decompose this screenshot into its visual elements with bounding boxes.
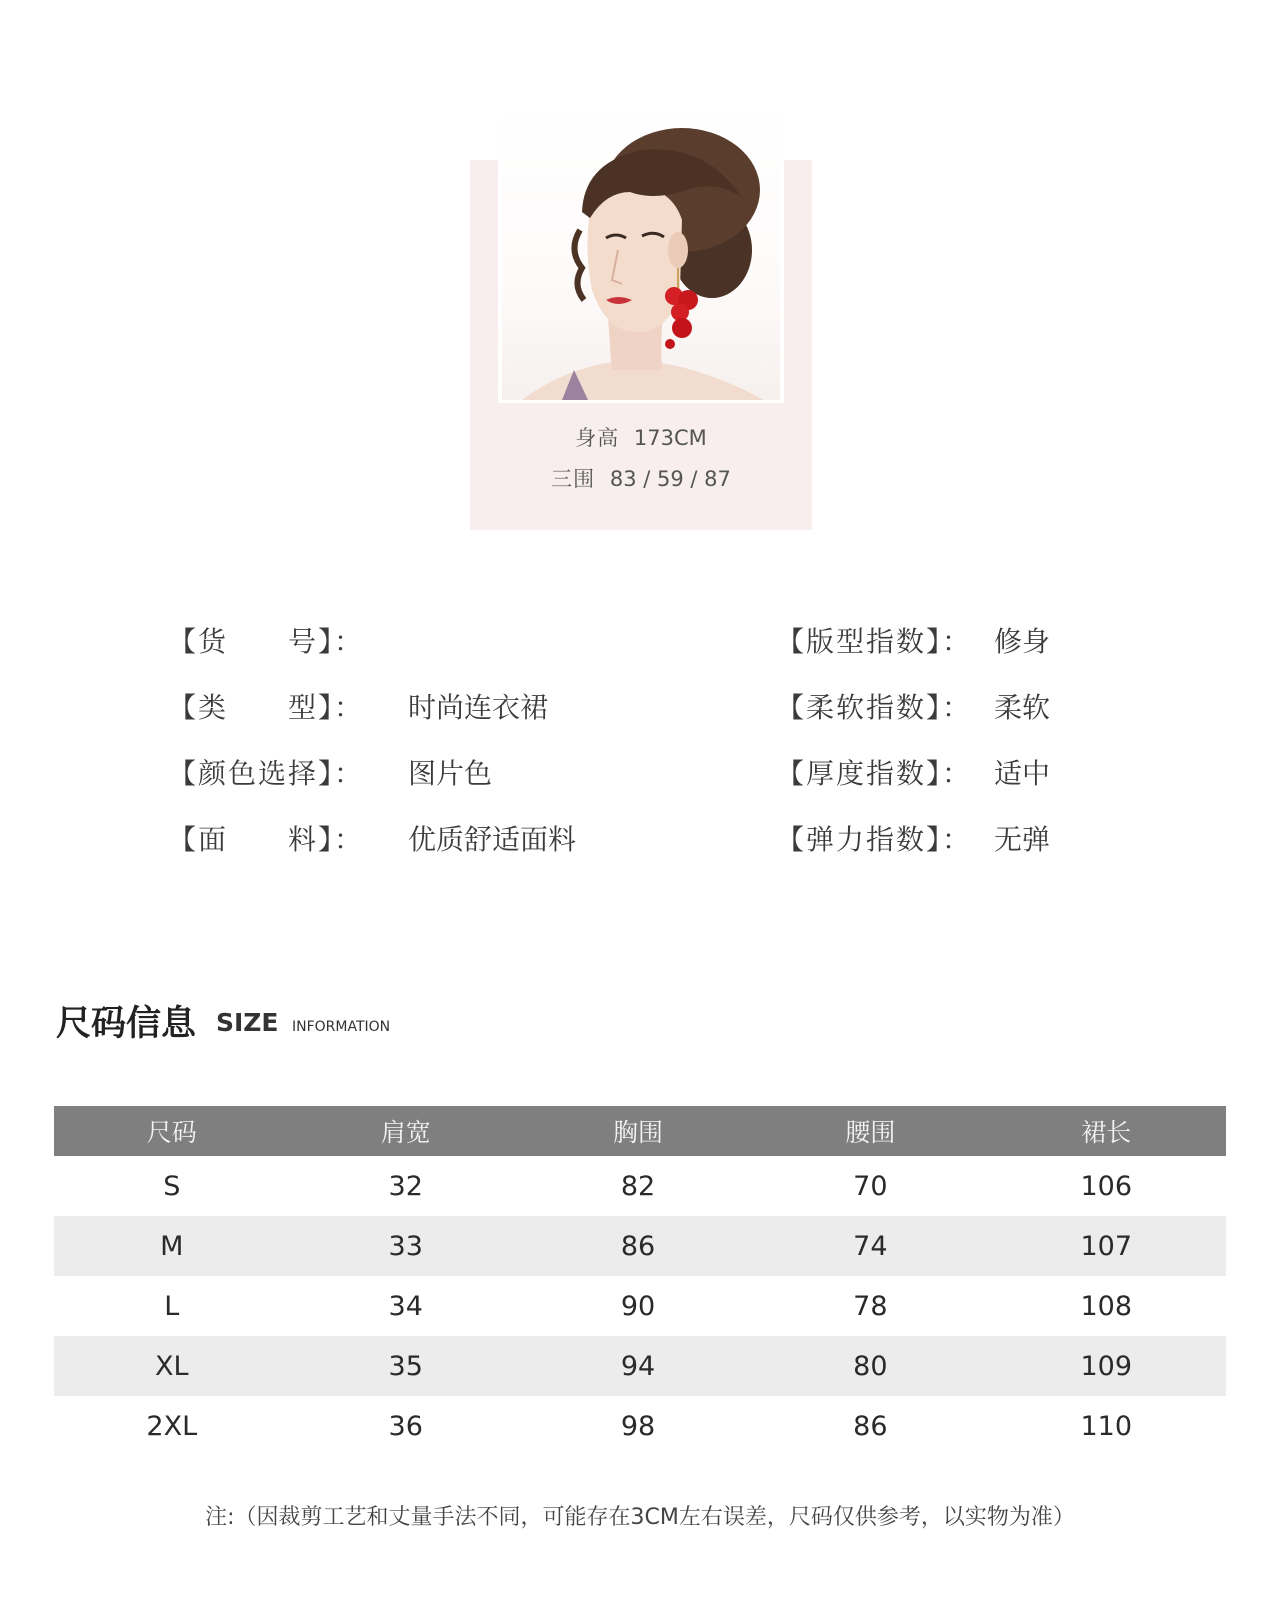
size-table (54, 1106, 1226, 1456)
header-bust: 胸围 (522, 1106, 754, 1156)
spec-key: 【货 号】： (168, 625, 365, 658)
table-cell: 80 (754, 1336, 986, 1396)
table-cell: 78 (853, 1290, 888, 1322)
table-cell: 33 (290, 1216, 522, 1276)
spec-key: 【弹力指数】： (776, 823, 973, 856)
table-cell: 107 (987, 1216, 1226, 1276)
table-cell: 94 (522, 1336, 754, 1396)
table-cell: 34 (388, 1290, 423, 1322)
table-cell: 106 (1080, 1170, 1133, 1202)
table-row (54, 1276, 1226, 1336)
table-cell: 82 (620, 1170, 656, 1202)
spec-value: 修身 (994, 625, 1051, 658)
height-label: 身高 (575, 426, 620, 450)
header-size: 尺码 (54, 1106, 290, 1156)
table-cell: 86 (853, 1410, 888, 1442)
spec-value: 无弹 (994, 823, 1051, 856)
table-cell: 2XL (146, 1410, 198, 1442)
model-photo-frame (498, 100, 784, 403)
spec-key: 【颜色选择】： (168, 757, 365, 790)
table-cell: 32 (388, 1170, 423, 1202)
spec-value: 柔软 (994, 691, 1051, 724)
table-row (54, 1336, 1226, 1396)
model-card (470, 160, 812, 530)
table-cell: 110 (1080, 1410, 1133, 1442)
table-cell: 35 (290, 1336, 522, 1396)
spec-value: 优质舒适面料 (408, 823, 577, 856)
table-cell: XL (54, 1336, 290, 1396)
table-header-row (54, 1106, 1226, 1156)
table-cell: S (163, 1170, 181, 1202)
model-photo (502, 100, 780, 400)
header-waist: 腰围 (754, 1106, 986, 1156)
table-row (54, 1396, 1226, 1456)
spec-key: 【厚度指数】： (776, 757, 973, 790)
size-note: 注:（因裁剪工艺和丈量手法不同，可能存在3CM左右误差，尺码仅供参考，以实物为准） (205, 1505, 1075, 1530)
spec-key: 【柔软指数】： (776, 691, 973, 724)
table-cell: L (164, 1290, 180, 1322)
size-title-en-small: INFORMATION (292, 1019, 391, 1035)
header-shoulder: 肩宽 (290, 1106, 522, 1156)
table-cell: 98 (620, 1410, 656, 1442)
measure-label: 三围 (551, 467, 596, 491)
table-cell: 108 (1080, 1290, 1133, 1322)
model-height (470, 418, 812, 459)
table-row (54, 1216, 1226, 1276)
spec-key: 【面 料】： (168, 823, 365, 856)
table-cell: 74 (754, 1216, 986, 1276)
height-value: 173CM (633, 426, 707, 450)
spec-key: 【类 型】： (168, 691, 365, 724)
model-stats (470, 418, 812, 500)
size-title-cn: 尺码信息 (56, 1004, 197, 1044)
table-cell: 90 (620, 1290, 656, 1322)
spec-value: 图片色 (408, 757, 493, 790)
table-cell: 36 (388, 1410, 423, 1442)
table-cell: 70 (853, 1170, 888, 1202)
spec-value: 适中 (994, 757, 1051, 790)
measure-value: 83 / 59 / 87 (609, 467, 731, 491)
table-cell: M (54, 1216, 290, 1276)
size-title-en: SIZE (216, 1008, 279, 1037)
header-length: 裙长 (987, 1106, 1226, 1156)
spec-value: 时尚连衣裙 (408, 691, 549, 724)
spec-key: 【版型指数】： (776, 625, 973, 658)
model-measurements (470, 459, 812, 500)
table-row (54, 1156, 1226, 1216)
table-cell: 86 (522, 1216, 754, 1276)
table-cell: 109 (987, 1336, 1226, 1396)
